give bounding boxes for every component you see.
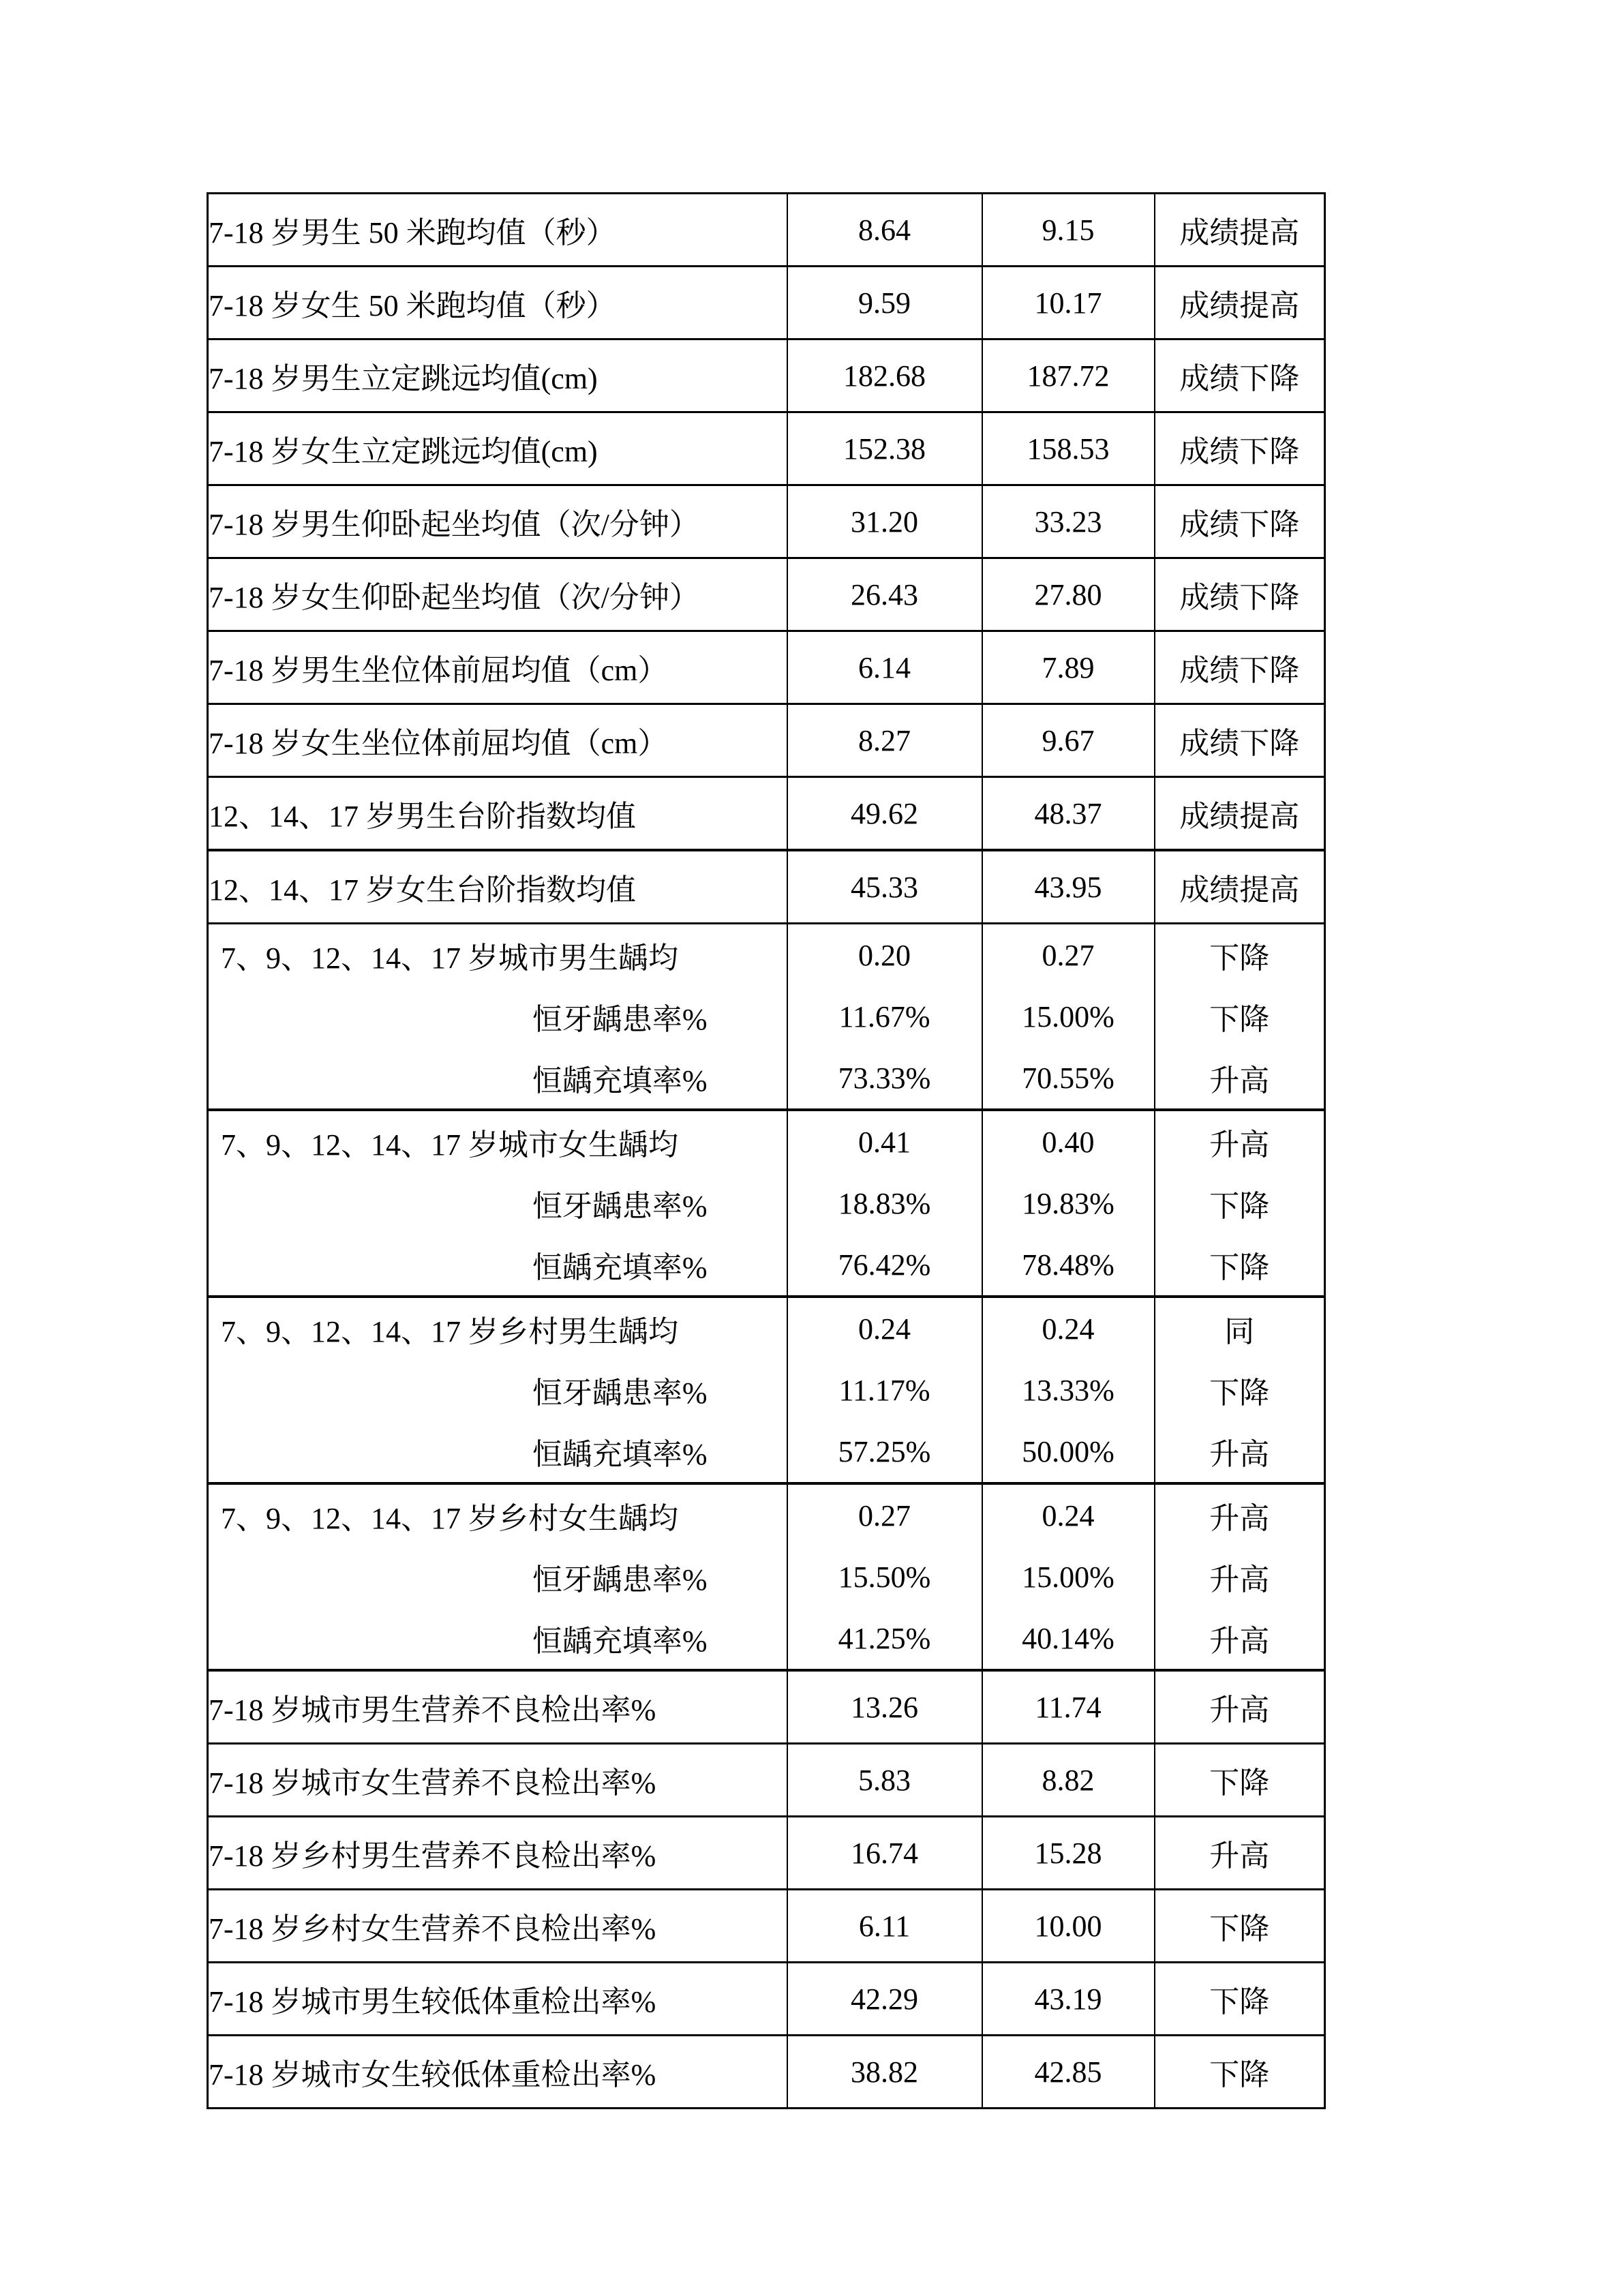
indicator-cell: 12、14、17 岁男生台阶指数均值 <box>208 777 787 851</box>
status-cell: 成绩下降 <box>1155 631 1325 704</box>
value-2-cell <box>982 1297 1155 1483</box>
status-cell: 成绩提高 <box>1155 194 1325 267</box>
indicator-cell: 7-18 岁城市男生营养不良检出率% <box>208 1670 787 1744</box>
indicator-cell: 7-18 岁城市女生营养不良检出率% <box>208 1744 787 1817</box>
value-2-cell: 9.67 <box>982 704 1155 777</box>
indicator-cell: 7-18 岁乡村男生营养不良检出率% <box>208 1817 787 1890</box>
group-value-line: 50.00% <box>1022 1434 1114 1468</box>
indicator-cell: 7-18 岁女生坐位体前屈均值（cm） <box>208 704 787 777</box>
group-value-line: 0.24 <box>1042 1498 1095 1532</box>
group-value-line: 升高 <box>1209 1064 1270 1098</box>
indicator-cell: 7-18 岁男生 50 米跑均值（秒） <box>208 194 787 267</box>
value-1-cell: 8.27 <box>787 704 982 777</box>
value-1-cell <box>787 924 982 1111</box>
group-value-line: 0.20 <box>858 938 911 972</box>
value-2-cell: 43.95 <box>982 850 1155 924</box>
group-value-line: 下降 <box>1209 1003 1270 1036</box>
value-1-cell: 182.68 <box>787 339 982 412</box>
group-indicator-line: 7、9、12、14、17 岁城市男生龋均 <box>221 941 678 975</box>
table-row <box>208 2036 1325 2109</box>
table-group-row <box>208 1483 1325 1670</box>
group-value-line: 78.48% <box>1022 1248 1114 1282</box>
value-2-cell: 7.89 <box>982 631 1155 704</box>
status-cell: 成绩下降 <box>1155 412 1325 485</box>
indicator-cell: 7-18 岁女生 50 米跑均值（秒） <box>208 267 787 339</box>
group-value-line: 11.67% <box>838 999 930 1033</box>
table-row <box>208 194 1325 267</box>
status-cell: 升高 <box>1155 1817 1325 1890</box>
group-value-line: 11.17% <box>838 1373 930 1407</box>
status-cell: 升高 <box>1155 1670 1325 1744</box>
group-value-line: 76.42% <box>838 1248 931 1282</box>
group-indicator-line: 7、9、12、14、17 岁乡村女生龋均 <box>221 1502 678 1535</box>
group-value-line: 0.41 <box>858 1125 911 1159</box>
group-value-line: 升高 <box>1209 1128 1270 1162</box>
status-cell <box>1155 1483 1325 1670</box>
table-row <box>208 267 1325 339</box>
status-cell: 成绩下降 <box>1155 339 1325 412</box>
group-value-line: 15.50% <box>838 1560 931 1594</box>
indicator-cell: 7-18 岁男生立定跳远均值(cm) <box>208 339 787 412</box>
indicator-cell: 7-18 岁男生仰卧起坐均值（次/分钟） <box>208 485 787 558</box>
status-cell: 成绩提高 <box>1155 267 1325 339</box>
value-1-cell: 26.43 <box>787 558 982 631</box>
group-sub-indicator-line: 恒牙龋患率% <box>532 1376 708 1410</box>
table-row <box>208 850 1325 924</box>
value-2-cell: 158.53 <box>982 412 1155 485</box>
group-sub-indicator-line: 恒龋充填率% <box>532 1251 708 1284</box>
value-1-cell: 6.11 <box>787 1890 982 1963</box>
indicator-cell <box>208 924 787 1111</box>
table-row <box>208 777 1325 851</box>
value-2-cell: 15.28 <box>982 1817 1155 1890</box>
value-2-cell: 10.00 <box>982 1890 1155 1963</box>
group-value-line: 0.27 <box>858 1498 911 1532</box>
group-value-line: 15.00% <box>1022 999 1114 1033</box>
value-2-cell: 8.82 <box>982 1744 1155 1817</box>
status-cell: 下降 <box>1155 1890 1325 1963</box>
value-2-cell <box>982 1110 1155 1297</box>
value-1-cell: 5.83 <box>787 1744 982 1817</box>
value-2-cell: 9.15 <box>982 194 1155 267</box>
status-cell: 下降 <box>1155 1963 1325 2036</box>
group-sub-indicator-line: 恒龋充填率% <box>532 1438 708 1471</box>
indicator-cell: 12、14、17 岁女生台阶指数均值 <box>208 850 787 924</box>
value-2-cell: 10.17 <box>982 267 1155 339</box>
group-value-line: 下降 <box>1209 1251 1270 1284</box>
group-value-line: 0.24 <box>858 1312 911 1346</box>
group-value-line: 0.27 <box>1042 938 1095 972</box>
group-value-line: 升高 <box>1209 1502 1270 1535</box>
group-value-line: 15.00% <box>1022 1560 1114 1594</box>
value-2-cell: 48.37 <box>982 777 1155 851</box>
table-row <box>208 1744 1325 1817</box>
group-value-line: 升高 <box>1209 1625 1270 1658</box>
group-value-line: 70.55% <box>1022 1061 1114 1095</box>
table-row <box>208 1890 1325 1963</box>
value-1-cell: 42.29 <box>787 1963 982 2036</box>
indicator-cell: 7-18 岁女生仰卧起坐均值（次/分钟） <box>208 558 787 631</box>
value-2-cell: 42.85 <box>982 2036 1155 2109</box>
indicator-cell <box>208 1483 787 1670</box>
value-1-cell: 49.62 <box>787 777 982 851</box>
indicator-cell: 7-18 岁城市男生较低体重检出率% <box>208 1963 787 2036</box>
indicator-cell: 7-18 岁男生坐位体前屈均值（cm） <box>208 631 787 704</box>
value-1-cell: 45.33 <box>787 850 982 924</box>
indicator-cell: 7-18 岁城市女生较低体重检出率% <box>208 2036 787 2109</box>
value-1-cell: 16.74 <box>787 1817 982 1890</box>
group-value-line: 57.25% <box>838 1434 931 1468</box>
group-value-line: 0.24 <box>1042 1312 1095 1346</box>
group-value-line: 13.33% <box>1022 1373 1114 1407</box>
value-1-cell: 9.59 <box>787 267 982 339</box>
status-cell <box>1155 924 1325 1111</box>
value-1-cell: 8.64 <box>787 194 982 267</box>
table-row <box>208 631 1325 704</box>
table-group-row <box>208 1110 1325 1297</box>
indicator-cell <box>208 1110 787 1297</box>
status-cell: 下降 <box>1155 1744 1325 1817</box>
group-value-line: 0.40 <box>1042 1125 1095 1159</box>
group-value-line: 同 <box>1224 1315 1255 1348</box>
group-value-line: 40.14% <box>1022 1621 1114 1655</box>
table-row <box>208 412 1325 485</box>
status-cell: 成绩下降 <box>1155 558 1325 631</box>
table-row <box>208 485 1325 558</box>
status-cell: 下降 <box>1155 2036 1325 2109</box>
table-row <box>208 704 1325 777</box>
table-group-row <box>208 1297 1325 1483</box>
value-1-cell <box>787 1297 982 1483</box>
group-value-line: 73.33% <box>838 1061 931 1095</box>
group-value-line: 升高 <box>1209 1563 1270 1597</box>
group-value-line: 下降 <box>1209 1376 1270 1410</box>
status-cell: 成绩提高 <box>1155 850 1325 924</box>
table-row <box>208 558 1325 631</box>
group-value-line: 下降 <box>1209 941 1270 975</box>
indicator-cell: 7-18 岁乡村女生营养不良检出率% <box>208 1890 787 1963</box>
table-row <box>208 1670 1325 1744</box>
status-cell <box>1155 1110 1325 1297</box>
status-cell: 成绩下降 <box>1155 485 1325 558</box>
indicator-cell <box>208 1297 787 1483</box>
group-indicator-line: 7、9、12、14、17 岁城市女生龋均 <box>221 1128 678 1162</box>
group-sub-indicator-line: 恒牙龋患率% <box>532 1003 708 1036</box>
value-1-cell: 6.14 <box>787 631 982 704</box>
group-sub-indicator-line: 恒牙龋患率% <box>532 1563 708 1597</box>
group-indicator-line: 7、9、12、14、17 岁乡村男生龋均 <box>221 1315 678 1348</box>
table-row <box>208 1817 1325 1890</box>
group-value-line: 升高 <box>1209 1438 1270 1471</box>
group-sub-indicator-line: 恒牙龋患率% <box>532 1190 708 1223</box>
group-value-line: 41.25% <box>838 1621 931 1655</box>
table-group-row <box>208 924 1325 1111</box>
group-value-line: 19.83% <box>1022 1186 1114 1220</box>
status-cell: 成绩提高 <box>1155 777 1325 851</box>
value-2-cell: 43.19 <box>982 1963 1155 2036</box>
table-row <box>208 339 1325 412</box>
status-cell: 成绩下降 <box>1155 704 1325 777</box>
value-2-cell <box>982 924 1155 1111</box>
indicator-cell: 7-18 岁女生立定跳远均值(cm) <box>208 412 787 485</box>
value-1-cell <box>787 1110 982 1297</box>
status-cell <box>1155 1297 1325 1483</box>
group-value-line: 18.83% <box>838 1186 931 1220</box>
value-2-cell: 187.72 <box>982 339 1155 412</box>
statistics-comparison-table <box>207 192 1326 2109</box>
value-1-cell: 13.26 <box>787 1670 982 1744</box>
value-1-cell <box>787 1483 982 1670</box>
group-value-line: 下降 <box>1209 1190 1270 1223</box>
group-sub-indicator-line: 恒龋充填率% <box>532 1625 708 1658</box>
value-1-cell: 31.20 <box>787 485 982 558</box>
value-2-cell <box>982 1483 1155 1670</box>
value-1-cell: 152.38 <box>787 412 982 485</box>
value-1-cell: 38.82 <box>787 2036 982 2109</box>
group-sub-indicator-line: 恒龋充填率% <box>532 1064 708 1098</box>
value-2-cell: 33.23 <box>982 485 1155 558</box>
value-2-cell: 27.80 <box>982 558 1155 631</box>
table-row <box>208 1963 1325 2036</box>
value-2-cell: 11.74 <box>982 1670 1155 1744</box>
